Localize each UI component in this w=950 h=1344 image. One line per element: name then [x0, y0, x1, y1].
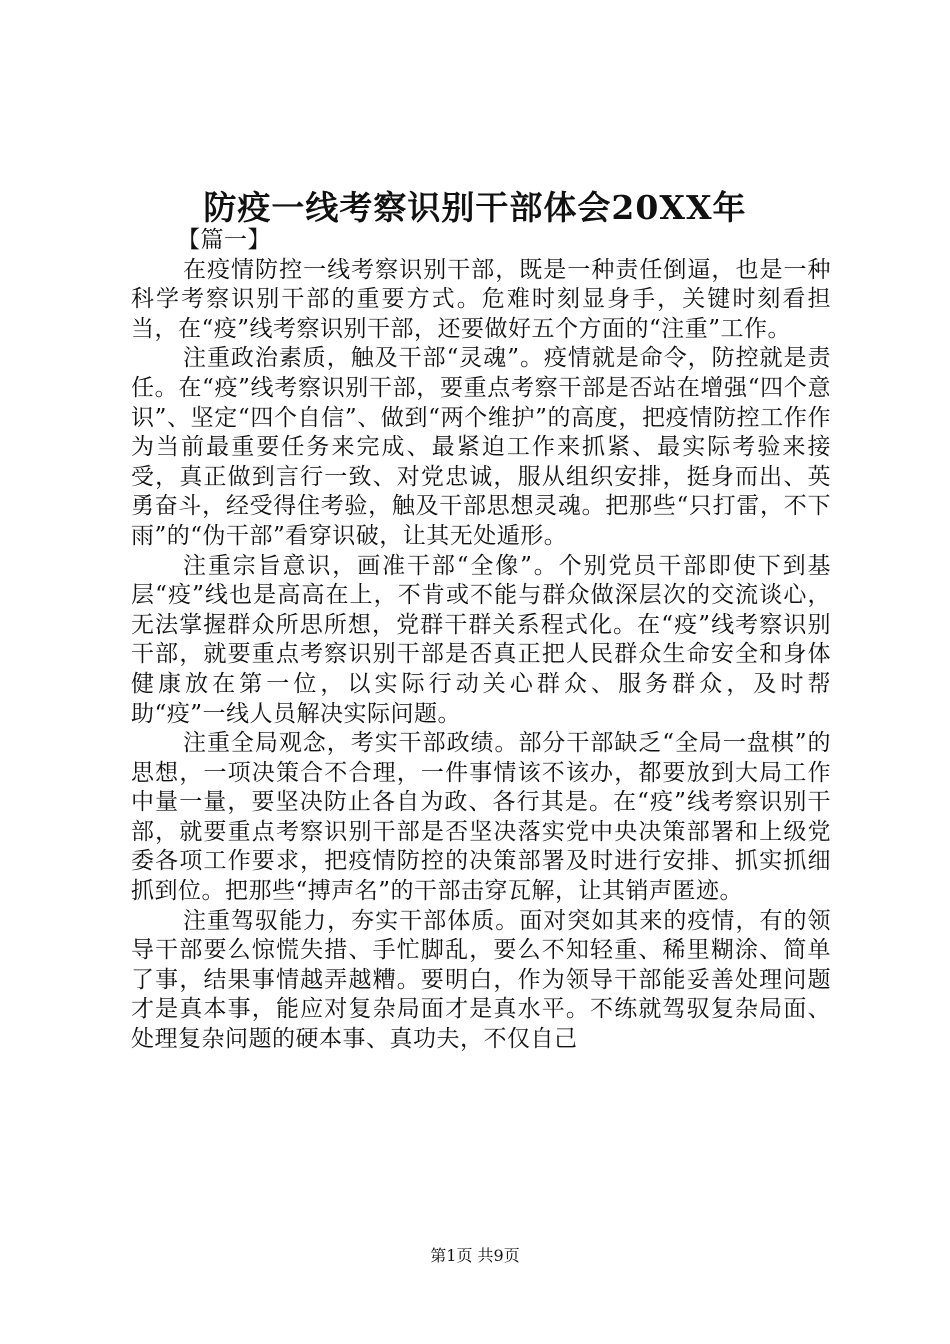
paragraph-political-quality: 注重政治素质，触及干部“灵魂”。疫情就是命令，防控就是责任。在“疫”线考察识别干部，要重点考察干部是否站在增强“四个意识”、坚定“四个自信”、做到“两个维护”的高度，把疫情防控工作作为当前最重要任务来完成、最紧迫工作来抓紧、最实际考验来接受，真正做到言行一致、对党忠诚，服从组织安排，挺身而出、英勇奋斗，经受得住考验，触及干部思想灵魂。把那些“只打雷，不下雨”的“伪干部”看穿识破，让其无处遁形。 [131, 345, 831, 549]
paragraph-control-ability: 注重驾驭能力，夯实干部体质。面对突如其来的疫情，有的领导干部要么惊慌失措、手忙脚乱，要么不知轻重、稀里糊涂、简单了事，结果事情越弄越糟。要明白，作为领导干部能妥善处理问题才是真本事，能应对复杂局面才是真水平。不练就驾驭复杂局面、处理复杂问题的硬本事、真功夫，不仅自己 [131, 907, 831, 1053]
document-body [131, 226, 831, 1055]
paragraph-overall-view: 注重全局观念，考实干部政绩。部分干部缺乏“全局一盘棋”的思想，一项决策合不合理，一件事情该不该办，都要放到大局工作中量一量，要坚决防止各自为政、各行其是。在“疫”线考察识别干部，就要重点考察识别干部是否坚决落实党中央决策部署和上级党委各项工作要求，把疫情防控的决策部署及时进行安排、抓实抓细抓到位。把那些“搏声名”的干部击穿瓦解，让其销声匿迹。 [131, 730, 831, 905]
paragraph-purpose-awareness: 注重宗旨意识，画准干部“全像”。个别党员干部即使下到基层“疫”线也是高高在上，不肯或不能与群众做深层次的交流谈心，无法掌握群众所思所想，党群干群关系程式化。在“疫”线考察识别干部，就要重点考察识别干部是否真正把人民群众生命安全和身体健康放在第一位，以实际行动关心群众、服务群众，及时帮助“疫”一线人员解决实际问题。 [131, 552, 831, 727]
paragraph-intro: 在疫情防控一线考察识别干部，既是一种责任倒逼，也是一种科学考察识别干部的重要方式。危难时刻显身手，关键时刻看担当，在“疫”线考察识别干部，还要做好五个方面的“注重”工作。 [131, 256, 831, 342]
section-label: 【篇一】 [177, 227, 271, 253]
page-footer [0, 1244, 950, 1268]
page-indicator: 第1页 共9页 [430, 1246, 520, 1265]
document-title: 防疫一线考察识别干部体会20XX年 [203, 188, 747, 227]
